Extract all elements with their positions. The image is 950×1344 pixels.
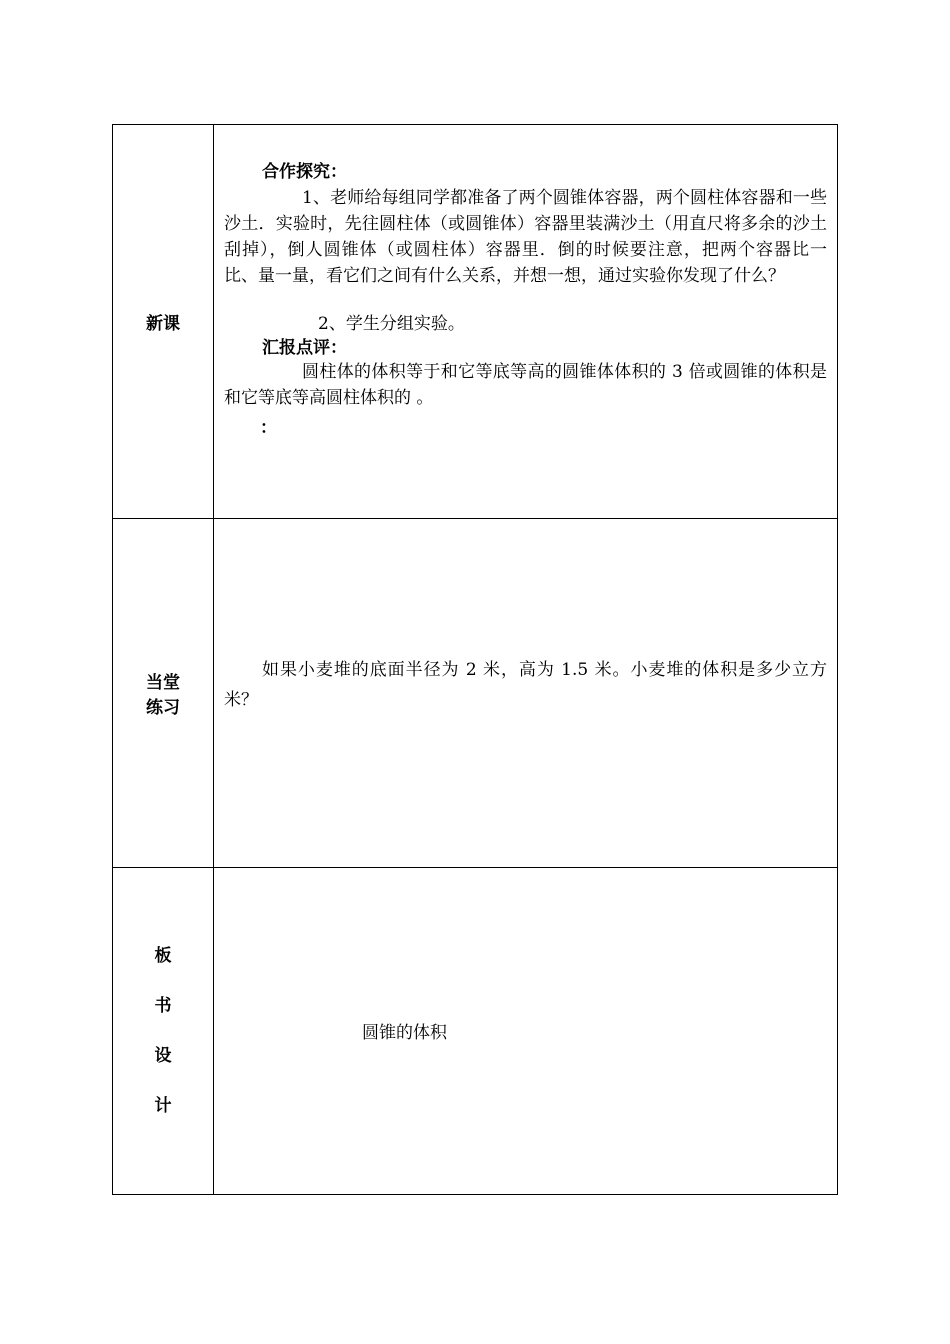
label-practice-line1: 当堂 bbox=[146, 673, 180, 693]
label-board-char-1: 板 bbox=[154, 946, 172, 966]
label-board-char-2: 书 bbox=[154, 996, 172, 1016]
label-board-char-3: 设 bbox=[154, 1046, 172, 1066]
row-board-design bbox=[113, 868, 838, 1195]
report-text: 圆柱体的体积等于和它等底等高的圆锥体体积的 3 倍或圆锥的体积是和它等底等高圆柱体积的 。 bbox=[224, 362, 827, 408]
board-title: 圆锥的体积 bbox=[362, 1023, 447, 1043]
lesson-plan-table bbox=[112, 124, 838, 1195]
row-practice bbox=[113, 519, 838, 868]
label-board-char-4: 计 bbox=[154, 1096, 172, 1116]
label-practice-line2: 练习 bbox=[146, 698, 180, 718]
label-practice bbox=[113, 519, 214, 868]
coop-text: 1、老师给每组同学都准备了两个圆锥体容器，两个圆柱体容器和一些沙土．实验时，先往圆柱体（或圆锥体）容器里装满沙土（用直尺将多余的沙土刮掉），倒人圆锥体（或圆柱体）容器里．倒的时候要注意，把两个容器比一比、量一量，看它们之间有什么关系，并想一想，通过实验你发现了什么？ bbox=[224, 188, 827, 286]
practice-question: 如果小麦堆的底面半径为 2 米，高为 1.5 米。小麦堆的体积是多少立方米？ bbox=[224, 660, 827, 710]
coop-heading: 合作探究： bbox=[262, 162, 347, 182]
content-practice bbox=[214, 519, 838, 868]
label-board-design bbox=[113, 868, 214, 1195]
content-board-design bbox=[214, 868, 838, 1195]
group-experiment: 2、学生分组实验。 bbox=[318, 314, 465, 334]
row-new-lesson bbox=[113, 125, 838, 519]
report-heading: 汇报点评： bbox=[262, 338, 347, 358]
label-new-lesson: 新课 bbox=[113, 125, 214, 519]
content-new-lesson bbox=[214, 125, 838, 519]
colon-mark: ： bbox=[260, 418, 277, 438]
